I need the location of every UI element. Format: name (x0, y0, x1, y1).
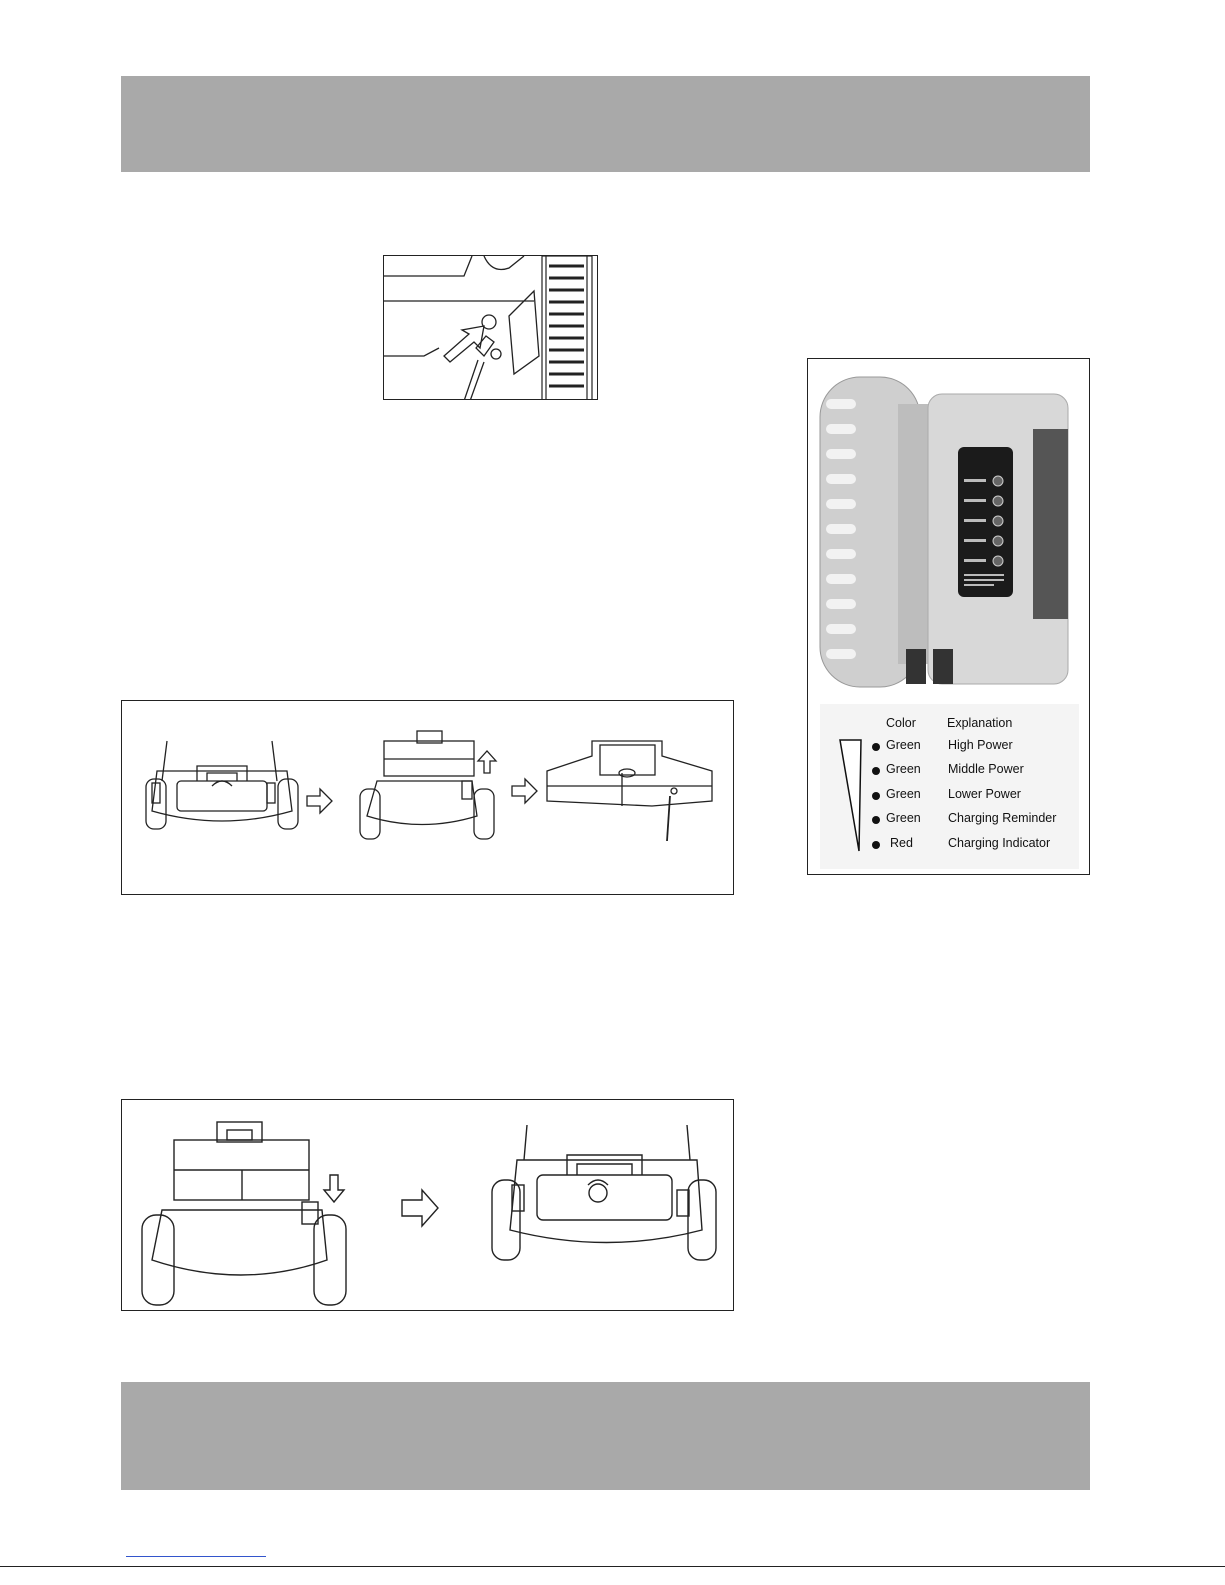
robot-drawing-step1 (146, 741, 298, 829)
arrow-down-icon (324, 1175, 344, 1202)
legend-color: Green (886, 738, 921, 752)
legend-row (820, 787, 1079, 807)
legend-color: Green (886, 787, 921, 801)
robot-drawing-step2 (360, 731, 494, 839)
led-legend (820, 704, 1079, 869)
legend-explanation: Middle Power (948, 762, 1024, 776)
wheel-icon (542, 256, 592, 400)
legend-header-explanation: Explanation (947, 716, 1013, 730)
led-indicator-figure (807, 358, 1090, 875)
legend-row (820, 836, 1079, 856)
battery-install-figure (121, 1099, 734, 1311)
battery-box-drawing-step3 (547, 741, 712, 841)
legend-row (820, 738, 1079, 758)
bullet-icon (872, 841, 880, 849)
arrow-right-icon (307, 789, 332, 813)
legend-explanation: Charging Indicator (948, 836, 1051, 850)
arrow-right-icon (402, 1190, 438, 1226)
legend-row (820, 811, 1079, 831)
legend-row (820, 762, 1079, 782)
bullet-icon (872, 792, 880, 800)
bullet-icon (872, 767, 880, 775)
legend-color: Green (886, 762, 921, 776)
page-bottom-rule (0, 1566, 1225, 1567)
rotate-arrow-icon (212, 781, 232, 786)
battery-removal-figure (121, 700, 734, 895)
robot-drawing-install-step2 (492, 1125, 716, 1260)
arrow-up-icon (478, 751, 496, 773)
bullet-icon (872, 743, 880, 751)
bottom-footer-band (121, 1382, 1090, 1490)
robot-drawing-install-step1 (142, 1122, 346, 1305)
legend-explanation: Lower Power (948, 787, 1021, 801)
legend-header-color: Color (886, 716, 916, 730)
legend-explanation: High Power (948, 738, 1013, 752)
footer-link-underline[interactable] (126, 1556, 266, 1557)
legend-color: Green (886, 811, 921, 825)
legend-explanation: Charging Reminder (948, 811, 1057, 825)
insert-arrow-icon (444, 326, 484, 362)
arrow-right-icon (512, 779, 537, 803)
top-header-band (121, 76, 1090, 172)
charging-plug-figure (383, 255, 598, 400)
bullet-icon (872, 816, 880, 824)
legend-color: Red (890, 836, 913, 850)
